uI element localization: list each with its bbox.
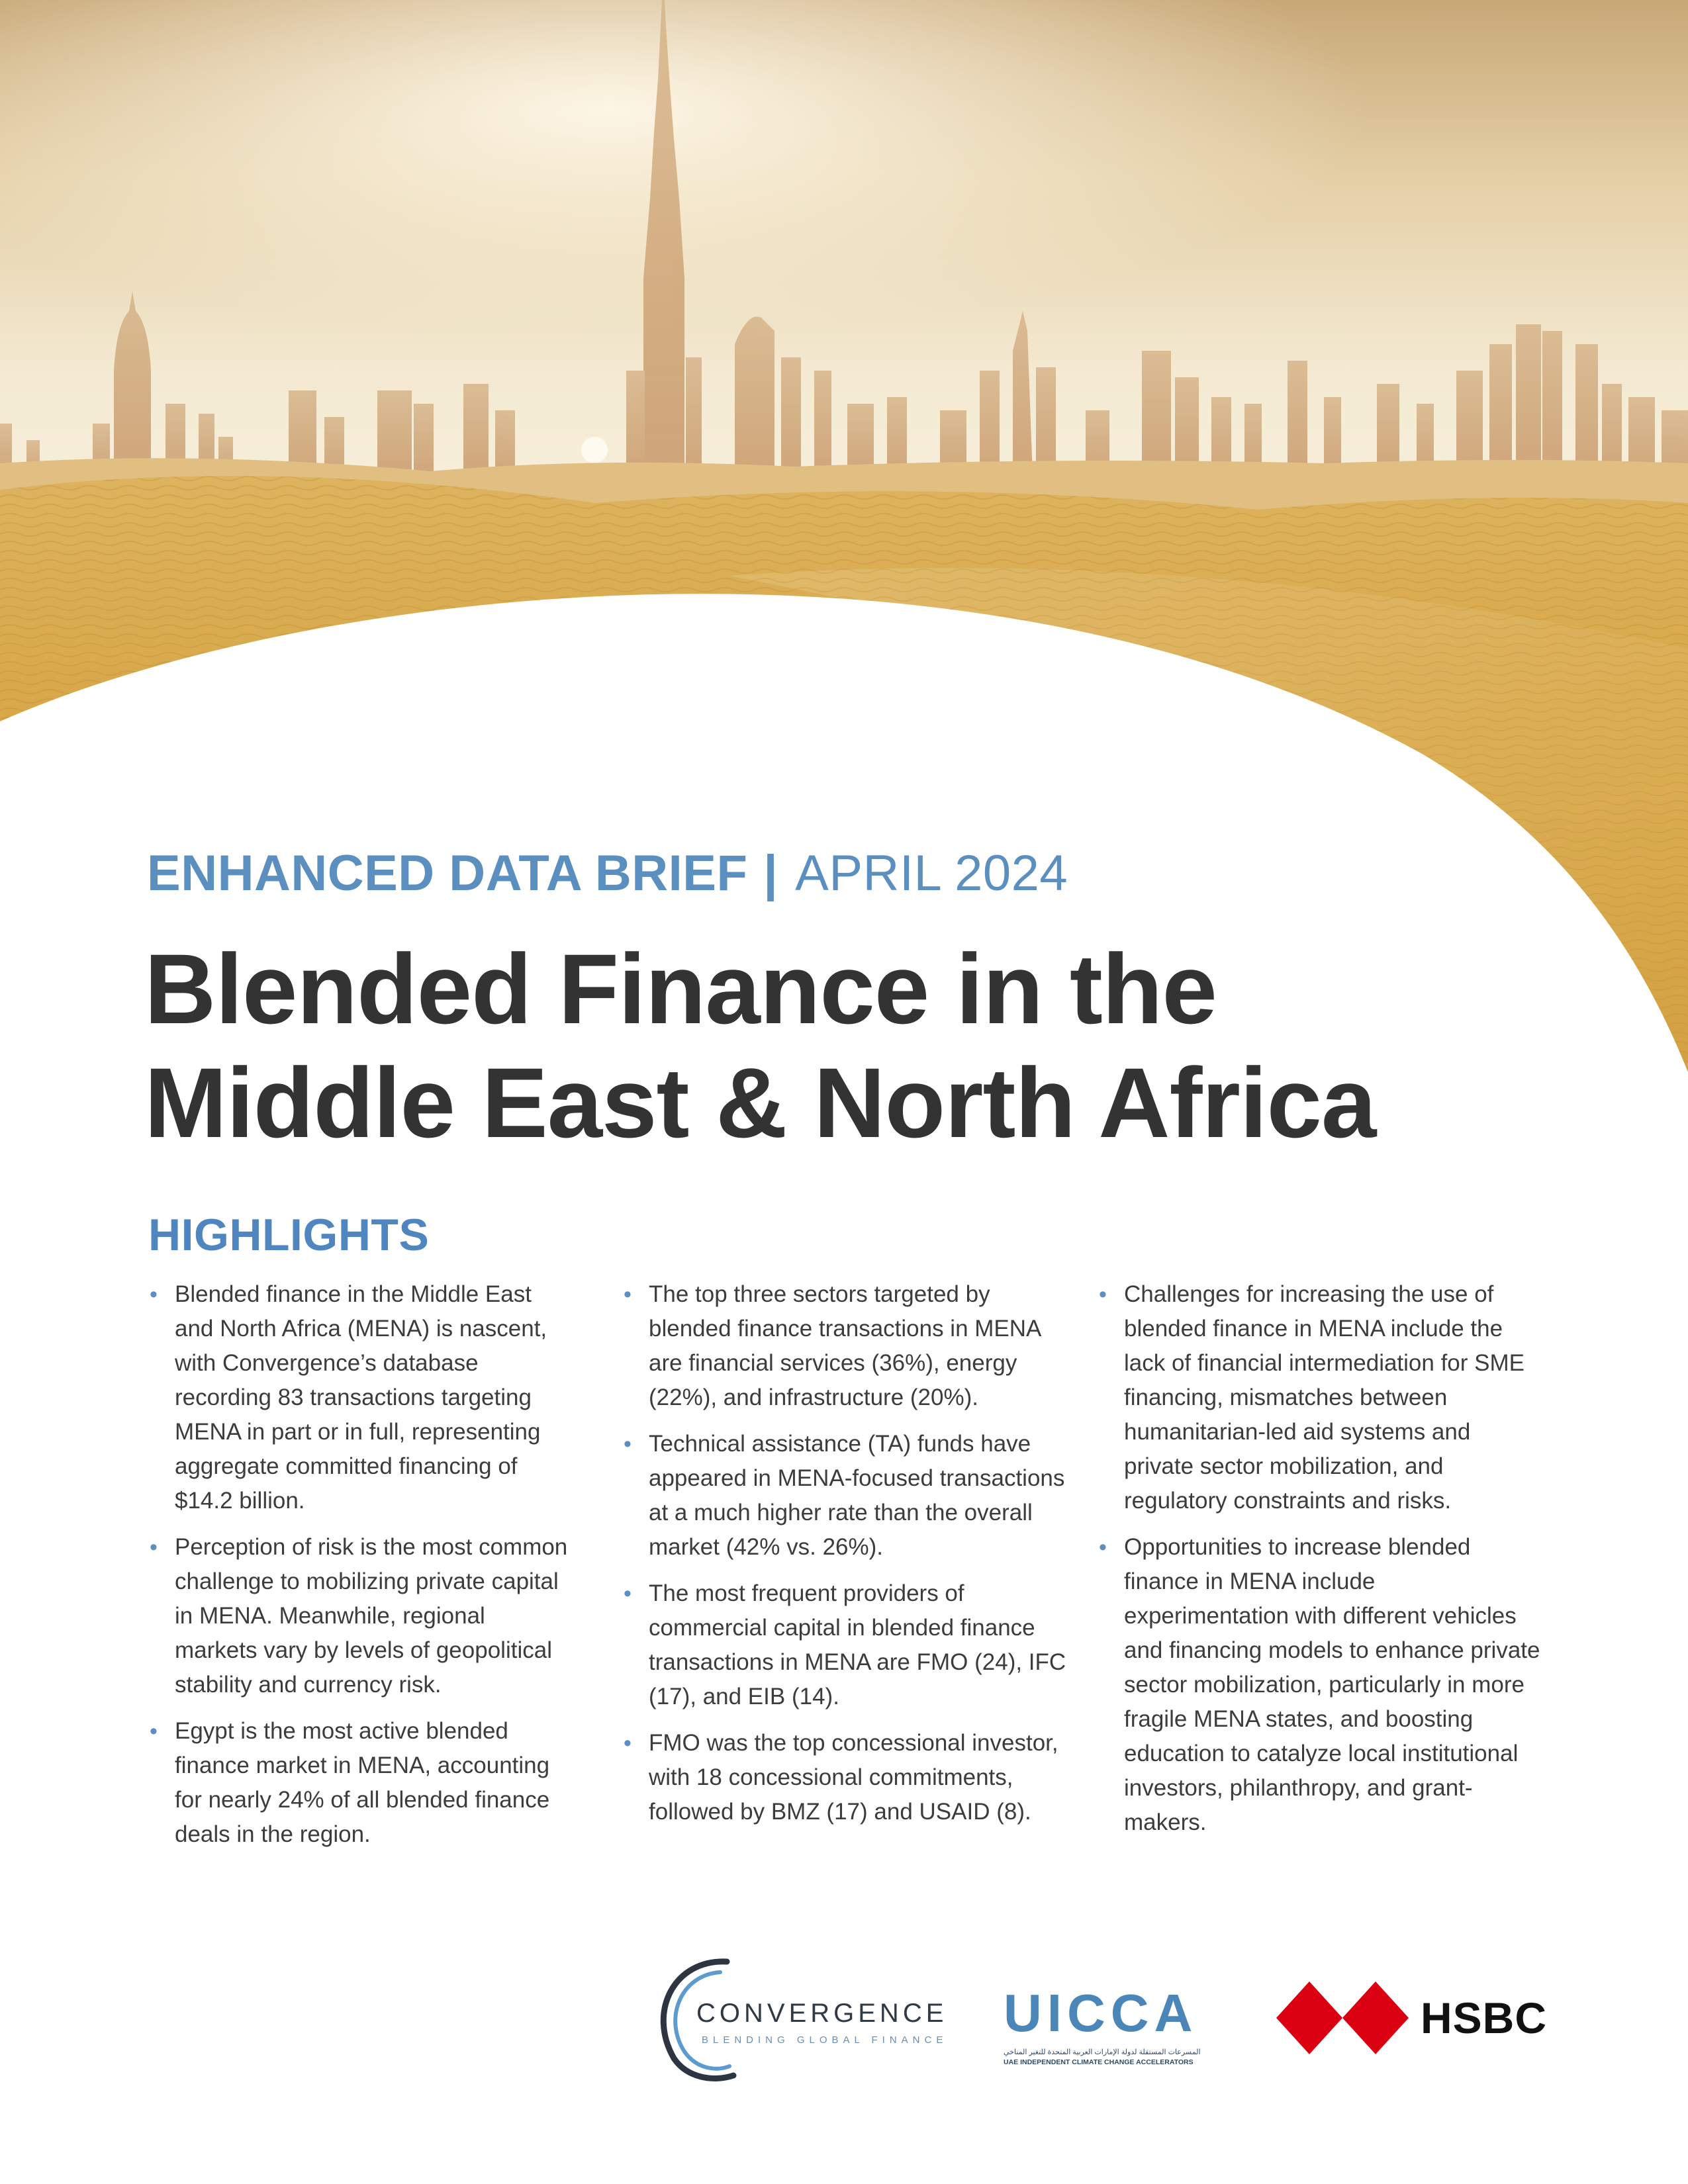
uicca-arabic-name: المسرعات المستقلة لدولة الإمارات العربية المتحدة للتغير المناخي — [1004, 2048, 1201, 2056]
bullet-icon: • — [624, 1282, 632, 1307]
highlights-column-1 — [147, 1277, 571, 1864]
uicca-logo — [1004, 1983, 1209, 2066]
report-kicker — [147, 845, 1068, 901]
highlight-text: FMO was the top concessional investor, with 18 concessional commitments, followed by BMZ (17) and USAID (8). — [649, 1730, 1058, 1825]
highlight-text: Perception of risk is the most common challenge to mobilizing private capital in MENA. Meanwhile, regional markets vary by levels of geopolitical stability and currency risk. — [175, 1534, 568, 1698]
highlight-item — [1096, 1530, 1546, 1840]
convergence-logo — [647, 1952, 952, 2085]
partner-logos — [0, 1939, 1688, 2098]
hero-desert-skyline-image — [0, 0, 1688, 1072]
highlight-text: Opportunities to increase blended finance in MENA include experimentation with different vehicles and financing models to enhance private sector mobilization, particularly in more fragile MENA states, and boosting education to catalyze local institutional investors, philanthropy, and grant-makers. — [1124, 1534, 1540, 1835]
highlight-text: The top three sectors targeted by blended finance transactions in MENA are financial services (36%), energy (22%), and infrastructure (20%). — [649, 1281, 1041, 1410]
bullet-icon: • — [150, 1282, 158, 1307]
hsbc-hexagon-icon — [1276, 1981, 1409, 2054]
highlights-heading: HIGHLIGHTS — [148, 1210, 430, 1260]
highlight-text: Challenges for increasing the use of blended finance in MENA include the lack of financial intermediation for SME financing, mismatches between humanitarian-led aid systems and private sector mobilization, and regulatory constraints and risks. — [1124, 1281, 1524, 1514]
bullet-icon: • — [150, 1719, 158, 1744]
bullet-icon: • — [624, 1731, 632, 1756]
highlight-item — [621, 1277, 1078, 1415]
highlight-item — [621, 1726, 1078, 1829]
hsbc-logo — [1276, 1981, 1554, 2061]
page-title — [144, 932, 1534, 1160]
convergence-name: CONVERGENCE — [696, 1999, 948, 2028]
highlights-column-2 — [621, 1277, 1078, 1841]
highlight-item — [147, 1530, 571, 1702]
highlight-item — [621, 1576, 1078, 1714]
title-line-1: Blended Finance in the — [144, 933, 1217, 1044]
bullet-icon: • — [1099, 1535, 1107, 1560]
highlight-item — [621, 1427, 1078, 1565]
highlight-text: Egypt is the most active blended finance market in MENA, accounting for nearly 24% of all blended finance deals in the region. — [175, 1718, 550, 1847]
highlight-text: Blended finance in the Middle East and North Africa (MENA) is nascent, with Convergence’s database recording 83 transactions targeting MENA in part or in full, representing aggregate committed financing of $14.2 billion. — [175, 1281, 547, 1514]
bullet-icon: • — [624, 1581, 632, 1606]
uicca-name: UICCA — [1004, 1983, 1198, 2042]
uicca-full-name: UAE INDEPENDENT CLIMATE CHANGE ACCELERATORS — [1004, 2058, 1194, 2066]
convergence-tagline: BLENDING GLOBAL FINANCE — [702, 2034, 948, 2046]
highlight-item — [147, 1714, 571, 1852]
bullet-icon: • — [1099, 1282, 1107, 1307]
highlight-text: Technical assistance (TA) funds have appeared in MENA-focused transactions at a much higher rate than the overall market (42% vs. 26%). — [649, 1431, 1065, 1560]
highlight-item — [1096, 1277, 1546, 1518]
bullet-icon: • — [150, 1535, 158, 1560]
report-type: ENHANCED DATA BRIEF — [147, 845, 748, 901]
kicker-separator: | — [763, 845, 778, 901]
title-line-2: Middle East & North Africa — [144, 1047, 1376, 1158]
highlight-text: The most frequent providers of commercial capital in blended finance transactions in MENA are FMO (24), IFC (17), and EIB (14). — [649, 1580, 1066, 1709]
report-date: APRIL 2024 — [795, 845, 1068, 901]
bullet-icon: • — [624, 1432, 632, 1457]
hsbc-name: HSBC — [1421, 1993, 1548, 2042]
highlights-column-3 — [1096, 1277, 1546, 1852]
highlight-item — [147, 1277, 571, 1518]
